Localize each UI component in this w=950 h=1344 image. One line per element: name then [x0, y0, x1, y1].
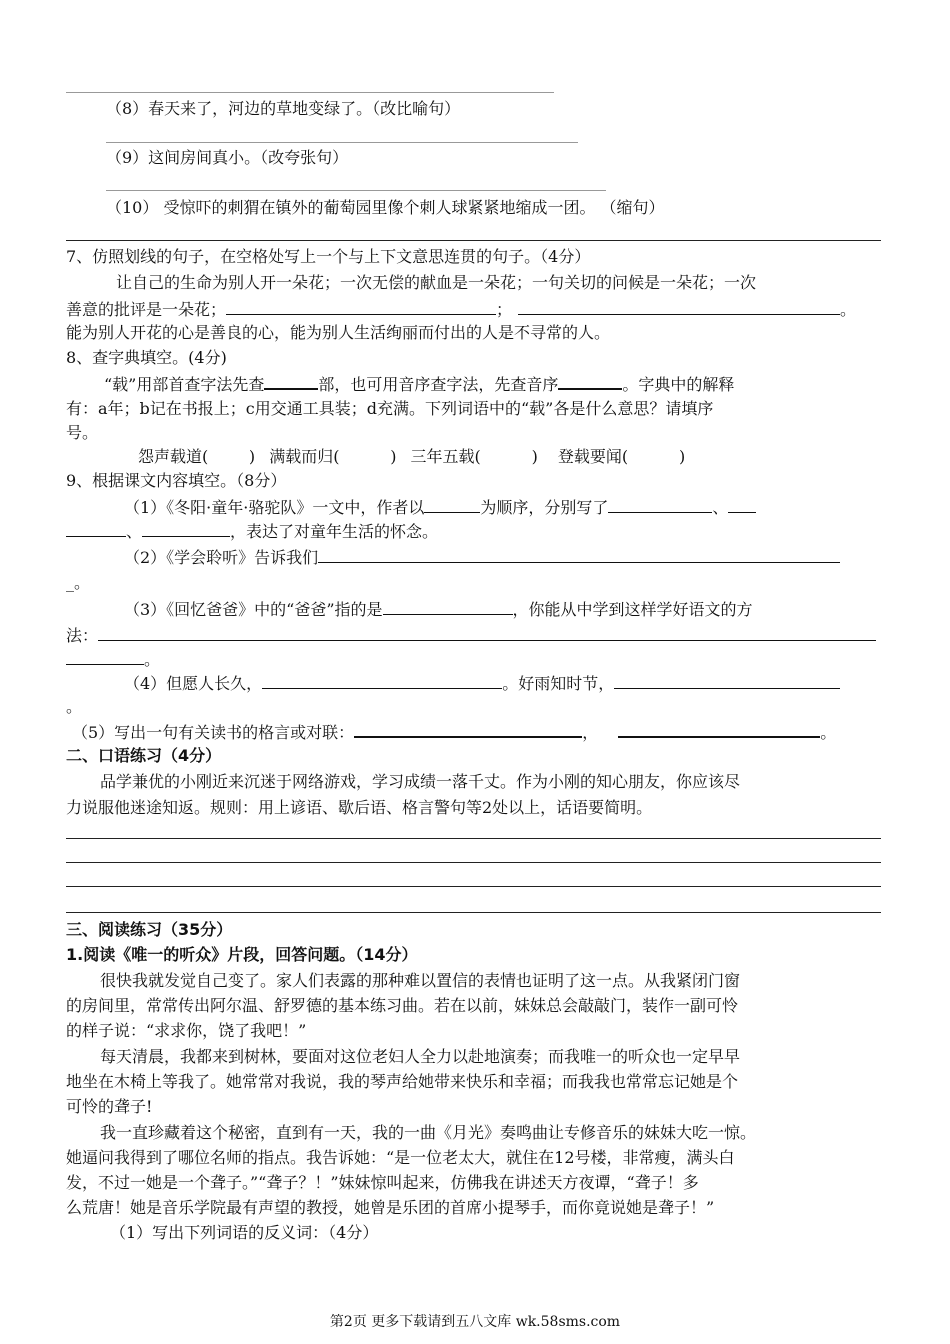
p5a: （5）写出一句有关读书的格言或对联： [72, 723, 355, 742]
section-9-p2-end: _。 [66, 573, 91, 592]
p1c: 、 [712, 498, 729, 517]
section-8-line-1b: 部，也可用音序查字法，先查音序 [318, 375, 559, 394]
p3d: 。 [144, 650, 161, 669]
reading-line: 的样子说：“求求你，饶了我吧！” [66, 1021, 307, 1040]
reading-line: 很快我就发觉自己变了。家人们表露的那种难以置信的表情也证明了这一点。从我紧闭门窗 [100, 971, 741, 990]
blank-9-3b[interactable] [98, 624, 876, 641]
reading-line: 我一直珍藏着这个秘密，直到有一天，我的一曲《月光》奏鸣曲让专修音乐的妹妹大吃一惊。 [100, 1123, 757, 1142]
blank-9-1a[interactable] [424, 496, 480, 513]
word-1: 怨声载道( ) [138, 447, 256, 466]
section-9-p4-end: 。 [66, 697, 83, 716]
blank-7a[interactable] [226, 298, 496, 315]
oral-line-1: 品学兼优的小刚近来沉迷于网络游戏，学习成绩一落千丈。作为小刚的知心朋友，你应该尽 [100, 772, 741, 791]
reading-line: 发，不过一她是一个聋子。”“聋子？！”妹妹惊叫起来，仿佛我在讲述天方夜谭，“聋子！多 [66, 1173, 699, 1192]
section-7-line-3: 能为别人开花的心是善良的心，能为别人生活绚丽而付出的人是不寻常的人。 [66, 323, 611, 342]
section-8-line-2: 有：a年；b记在书报上；c用交通工具装；d充满。下列词语中的“载”各是什么意思？请填序 [66, 399, 714, 418]
section-9-title: 9、根据课文内容填空。（8分） [66, 471, 287, 490]
p2a: （2）《学会聆听》告诉我们 [124, 548, 319, 567]
reading-line: 的房间里，常常传出阿尔温、舒罗德的基本练习曲。若在以前，妹妹总会敲敲门，装作一副可怜 [66, 996, 739, 1015]
p3b: ，你能从中学到这样学好语文的方 [512, 600, 753, 619]
blank-phonetic[interactable] [558, 372, 622, 390]
reading-line: 地坐在木椅上等我了。她常常对我说，我的琴声给她带来快乐和幸福；而我我也常常忘记她是个 [66, 1072, 739, 1091]
blank-9-1c[interactable] [728, 496, 756, 513]
oral-line-2: 力说服他迷途知返。规则：用上谚语、歇后语、格言警句等2处以上，话语要简明。 [66, 798, 653, 817]
section-7-line-1: 让自己的生命为别人开一朵花；一次无偿的献血是一朵花；一句关切的问候是一朵花；一次 [116, 273, 757, 292]
blank-9-4a[interactable] [262, 672, 502, 689]
section-8-words [138, 446, 685, 468]
answer-line-8 [106, 142, 578, 143]
question-8: （8）春天来了，河边的草地变绿了。（改比喻句） [106, 99, 461, 118]
reading-subheading: 1.阅读《唯一的听众》片段，回答问题。（14分） [66, 945, 418, 964]
blank-9-3a[interactable] [383, 598, 513, 615]
section-9-p5 [72, 720, 836, 744]
word-2: 满载而归( ) [269, 447, 397, 466]
section-9-p4 [124, 672, 840, 695]
oral-answer-line-1 [66, 838, 881, 839]
section-9-p3-end [66, 648, 160, 671]
blank-9-5b[interactable] [618, 720, 820, 738]
question-10: （10） 受惊吓的刺猬在镇外的葡萄园里像个刺人球紧紧地缩成一团。 （缩句） [106, 198, 665, 217]
p5b: ， [582, 723, 599, 742]
oral-answer-line-2 [66, 862, 881, 863]
section-7-title: 7、仿照划线的句子，在空格处写上一个与上下文意思连贯的句子。（4分） [66, 247, 591, 266]
blank-7b[interactable] [518, 298, 840, 315]
p3c: 法： [66, 626, 99, 645]
p3a: （3）《回忆爸爸》中的“爸爸”指的是 [124, 600, 383, 619]
reading-line: 她逼问我得到了哪位名师的指点。我告诉她：“是一位老太大，就住在12号楼，非常瘦，满头白 [66, 1148, 735, 1167]
reading-line: 每天清晨，我都来到树林，要面对这位老妇人全力以赴地演奏；而我唯一的听众也一定早早 [100, 1047, 741, 1066]
word-3: 三年五载( ) [410, 447, 538, 466]
question-9: （9）这间房间真小。（改夸张句） [106, 148, 349, 167]
section-9-p2 [124, 546, 840, 569]
p1b: 为顺序，分别写了 [480, 498, 609, 517]
section-7-line-2c: 。 [840, 300, 857, 319]
oral-heading: 二、口语练习（4分） [66, 746, 222, 765]
blank-9-1e[interactable] [142, 520, 230, 537]
p5c: 。 [820, 723, 837, 742]
section-9-p3 [124, 598, 753, 621]
reading-line: 么荒唐！她是音乐学院最有声望的教授，她曾是乐团的首席小提琴手，而你竟说她是聋子！” [66, 1198, 715, 1217]
section-7-line-2b: ； [496, 300, 513, 319]
section-9-p1 [124, 496, 756, 519]
reading-question-1: （1）写出下列词语的反义词：（4分） [110, 1223, 379, 1242]
section-9-p3-cont [66, 624, 876, 647]
section-8-line-1a: “载”用部首查字法先查 [104, 375, 265, 394]
p4a: （4）但愿人长久， [124, 674, 263, 693]
blank-9-4b[interactable] [614, 672, 840, 689]
section-7-line-2a: 善意的批评是一朵花； [66, 300, 227, 319]
section-8-title: 8、查字典填空。(4分) [66, 348, 227, 367]
section-8-line-1c: 。字典中的解释 [622, 375, 735, 394]
blank-9-3c[interactable] [66, 648, 144, 665]
word-4: 登载要闻( ) [557, 447, 686, 466]
page-footer: 第2页 更多下载请到五八文库 wk.58sms.com [329, 1314, 621, 1330]
answer-line-9 [106, 190, 606, 191]
section-8-line-1 [104, 372, 734, 396]
blank-9-1b[interactable] [608, 496, 712, 513]
oral-answer-line-3 [66, 886, 881, 887]
section-8-line-3: 号。 [66, 423, 99, 442]
oral-answer-line-4 [66, 912, 881, 913]
blank-9-5a[interactable] [354, 720, 582, 738]
p1a: （1）《冬阳·童年·骆驼队》一文中，作者以 [124, 498, 425, 517]
p1e: ，表达了对童年生活的怀念。 [230, 522, 439, 541]
section-7-line-2 [66, 298, 856, 321]
answer-line-7 [66, 92, 554, 93]
reading-line: 可怜的聋子! [66, 1097, 153, 1116]
p4b: 。好雨知时节， [502, 674, 615, 693]
section-9-p1-cont [66, 520, 438, 543]
reading-heading: 三、阅读练习（35分） [66, 920, 233, 939]
blank-9-2[interactable] [318, 546, 840, 563]
answer-line-10 [66, 240, 881, 241]
blank-9-1d[interactable] [66, 520, 126, 537]
blank-radical[interactable] [264, 372, 318, 390]
p1d: 、 [126, 522, 143, 541]
